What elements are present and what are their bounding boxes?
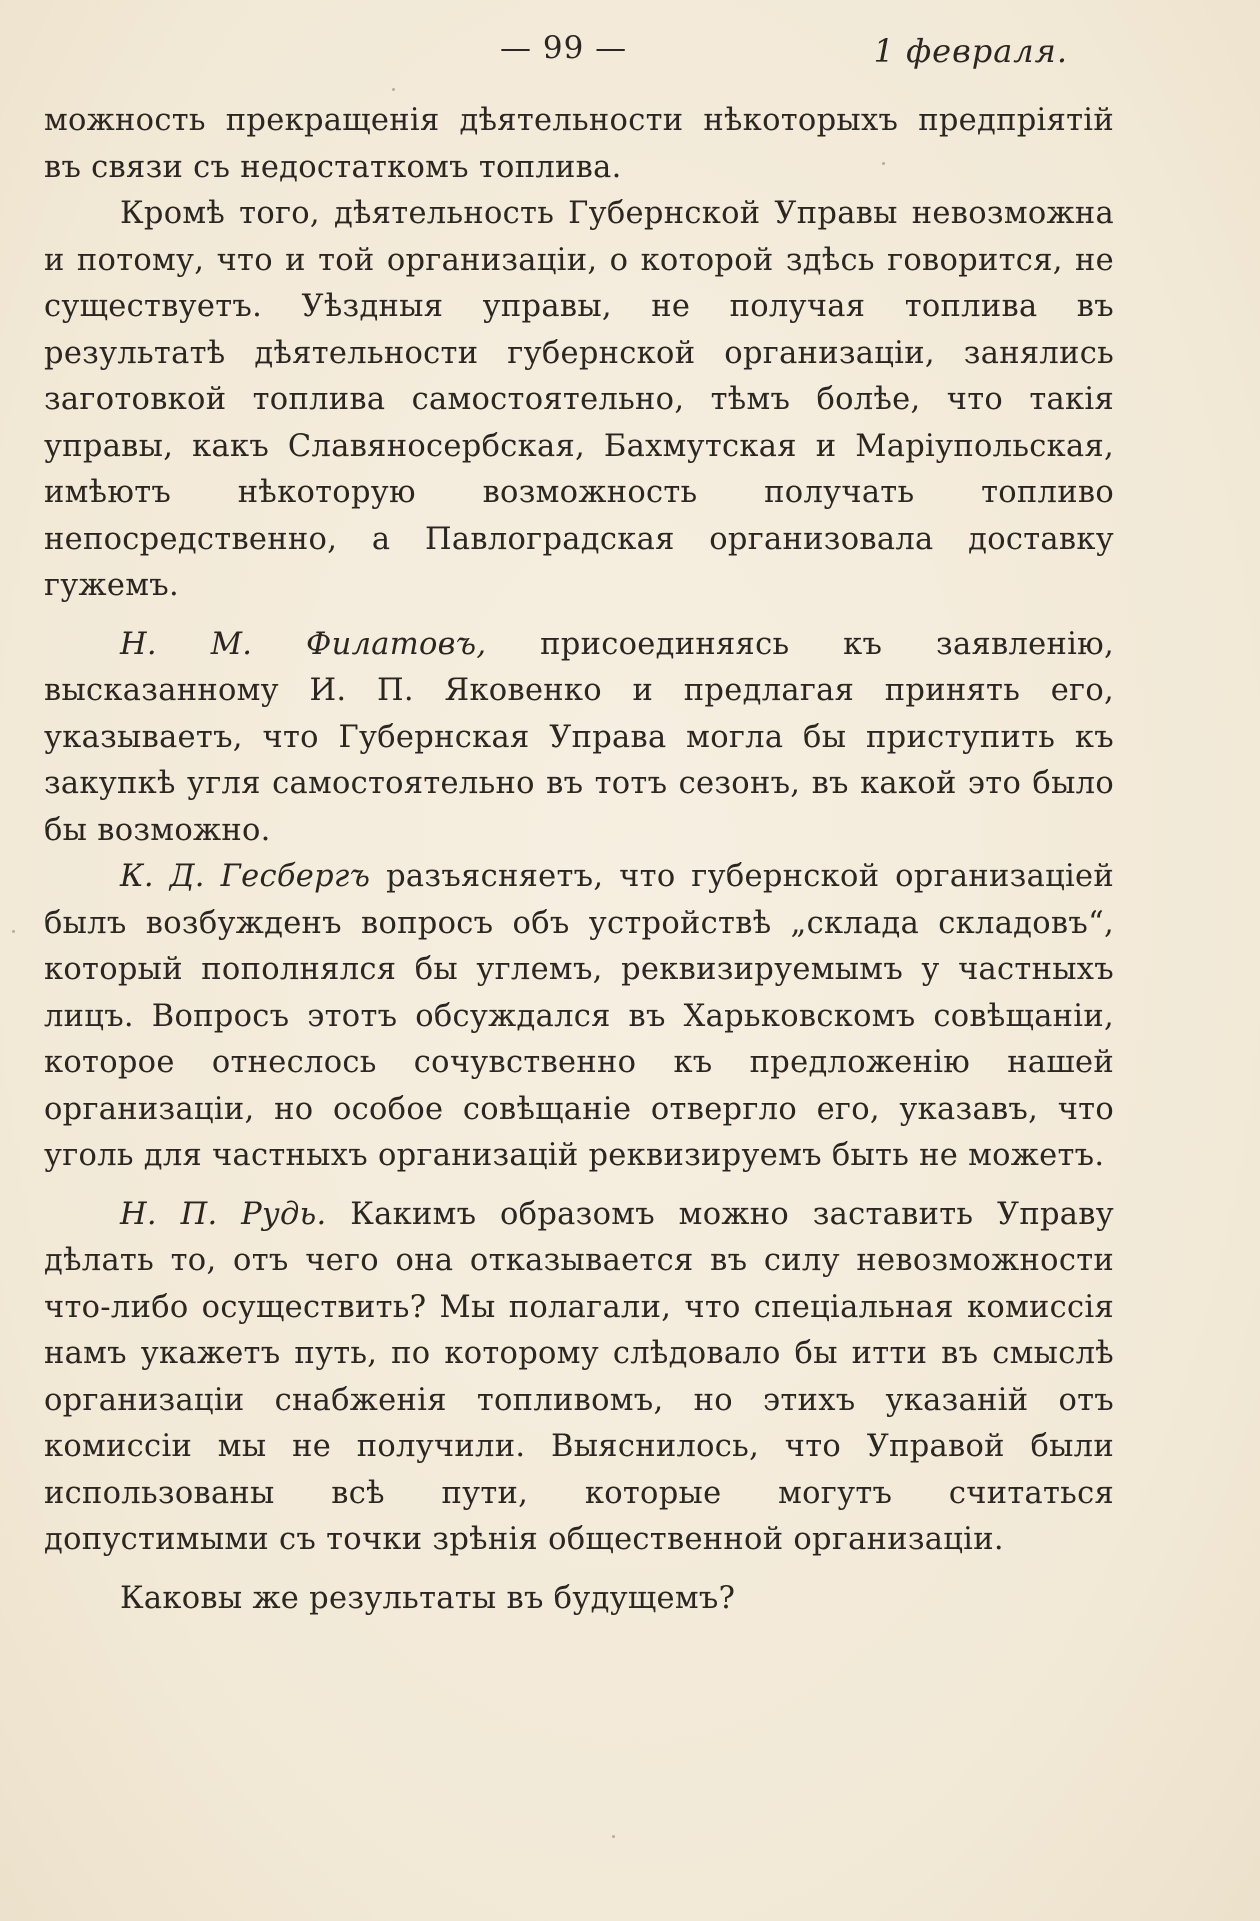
paper-speck (392, 88, 395, 91)
speech-text: Какимъ образомъ можно заставить Управу дѣлать то, отъ чего она отказывается въ силу невозможности что-либо осуществить? Мы полагали, что спеціальная комиссія намъ укажетъ путь, по которому слѣдовало бы итти въ смыслѣ организаціи снабженія топливомъ, но этихъ указаній отъ комиссіи мы не получили. Выяснилось, что Управой были использованы всѣ пути, которые могутъ считаться допустимыми съ точки зрѣнія общественной организаціи. (44, 1196, 1115, 1557)
paragraph-text: Кромѣ того, дѣятельность Губернской Управы невозможна и потому, что и той организаціи, о которой здѣсь говорится, не существуетъ. Уѣздныя управы, не получая топлива въ результатѣ дѣятельности губернской организаціи, занялись заготовкой топлива самостоятельно, тѣмъ болѣе, что такія управы, какъ Славяносербская, Бахмутская и Маріупольская, имѣютъ нѣкоторую возможность получать топливо непосредственно, а Павлоградская организовала доставку гужемъ. (44, 196, 1114, 603)
speech-text: разъясняетъ, что губернской организаціей былъ возбужденъ вопросъ объ устройствѣ „склада складовъ“, который пополнялся бы углемъ, реквизируемымъ у частныхъ лицъ. Вопросъ этотъ обсуждался въ Харьковскомъ совѣщаніи, которое отнеслось сочувственно къ предложенію нашей организаціи, но особое совѣщаніе отвергло его, указавъ, что уголь для частныхъ организацій реквизируемъ быть не можетъ. (44, 859, 1115, 1173)
paragraph (44, 1576, 1114, 1623)
running-head-date: 1 февраля. (873, 32, 1068, 70)
speaker-name: Н. М. Филатовъ, (120, 626, 487, 662)
paper-speck (882, 162, 885, 165)
paper-speck (612, 1835, 615, 1838)
paragraph (44, 191, 1114, 610)
speech-paragraph (44, 1192, 1114, 1564)
body-text (44, 98, 1114, 1622)
speaker-name: К. Д. Гесбергъ (120, 859, 371, 894)
paper-speck (12, 930, 15, 933)
paragraph-text: можность прекращенія дѣятельности нѣкоторыхъ предпріятій въ связи съ недостаткомъ топлива. (44, 103, 1114, 185)
paragraph-text: Каковы же результаты въ будущемъ? (120, 1580, 736, 1616)
page-number: — 99 — (500, 30, 628, 66)
page-header (0, 30, 1260, 74)
speaker-name: Н. П. Рудь. (120, 1196, 327, 1232)
speech-text: присоединяясь къ заявленію, высказанному И. П. Яковенко и предлагая принять его, указываетъ, что Губернская Управа могла бы приступить къ закупкѣ угля самостоятельно въ тотъ сезонъ, въ какой это было бы возможно. (44, 626, 1115, 848)
speech-paragraph (44, 854, 1114, 1180)
speech-paragraph (44, 622, 1114, 855)
paragraph-continuation (44, 98, 1114, 191)
